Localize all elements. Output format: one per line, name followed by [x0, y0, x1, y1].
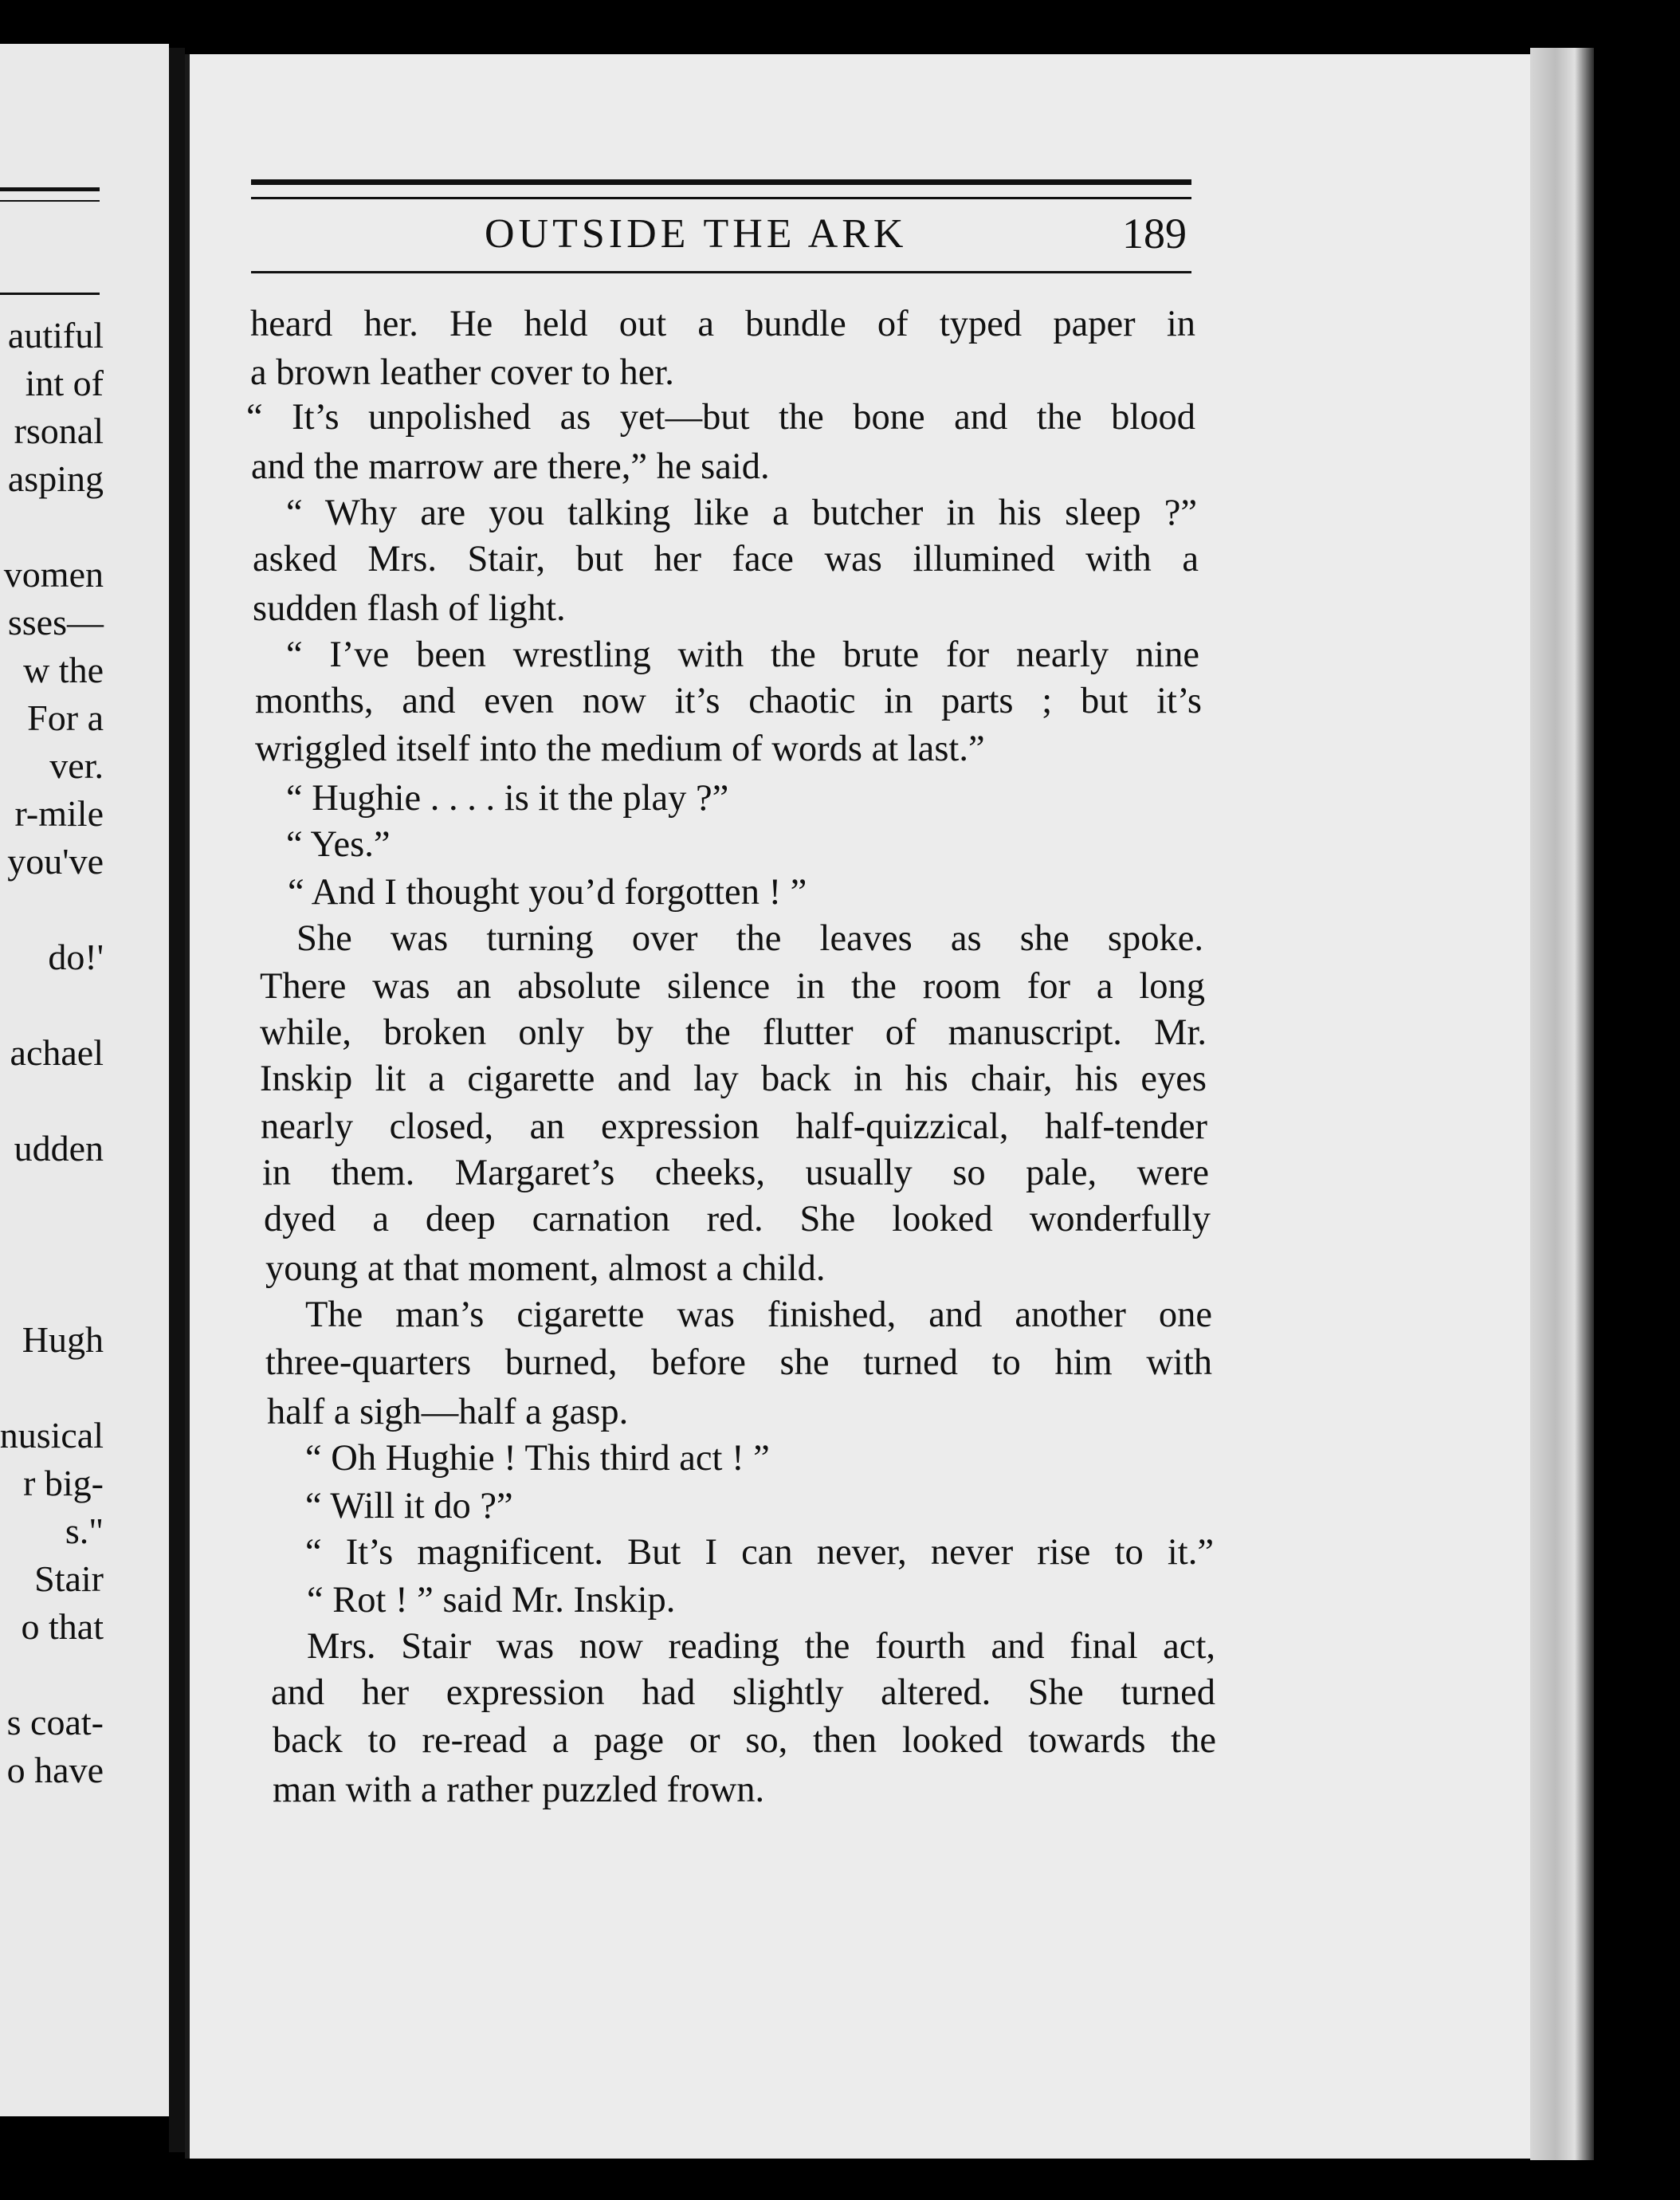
header-rule-bottom — [251, 271, 1191, 273]
text-line: “ And I thought you’d forgotten ! ” — [288, 872, 807, 913]
running-head: OUTSIDE THE ARK — [485, 211, 908, 257]
text-line: She was turning over the leaves as she spoke. — [296, 918, 1203, 959]
text-line: and her expression had slightly altered. She turned — [271, 1672, 1215, 1713]
header-rule-top — [251, 179, 1191, 185]
left-line-fragment: r-mile — [14, 793, 104, 834]
text-line: in them. Margaret’s cheeks, usually so pale, were — [262, 1153, 1209, 1193]
text-line: There was an absolute silence in the room for a long — [260, 966, 1205, 1007]
left-line-fragment: you've — [7, 841, 104, 882]
left-line-fragment: sses— — [7, 602, 104, 642]
left-line-fragment: For a — [27, 697, 104, 738]
text-line: months, and even now it’s chaotic in parts ; but it’s — [255, 681, 1202, 721]
text-line: The man’s cigarette was finished, and another one — [305, 1294, 1212, 1335]
book-gutter — [169, 48, 185, 2152]
text-line: and the marrow are there,” he said. — [251, 446, 770, 487]
text-line: heard her. He held out a bundle of typed paper in — [250, 304, 1195, 344]
left-line-fragment: o that — [21, 1606, 104, 1647]
text-line: “ Oh Hughie ! This third act ! ” — [305, 1438, 770, 1479]
text-line: asked Mrs. Stair, but her face was illumined with a — [253, 539, 1199, 579]
left-line-fragment: vomen — [3, 554, 104, 595]
text-line: Inskip lit a cigarette and lay back in his chair, his eyes — [260, 1059, 1207, 1099]
text-line: sudden flash of light. — [253, 588, 566, 629]
text-line: “ Hughie . . . . is it the play ?” — [286, 778, 729, 819]
left-line-fragment: udden — [14, 1128, 104, 1169]
left-line-fragment: w the — [23, 650, 104, 690]
left-line-fragment: nusical — [0, 1415, 104, 1456]
left-text-rule — [0, 293, 100, 295]
text-line: nearly closed, an expression half-quizzical, half-tender — [261, 1106, 1207, 1147]
text-line: Mrs. Stair was now reading the fourth and final act, — [307, 1626, 1215, 1667]
text-line: “ Will it do ?” — [305, 1486, 513, 1526]
left-line-fragment: rsonal — [14, 411, 104, 451]
text-line: “ Yes.” — [286, 824, 391, 865]
header-rule-double — [251, 197, 1191, 199]
text-line: man with a rather puzzled frown. — [273, 1770, 765, 1810]
page-number: 189 — [1122, 210, 1187, 257]
text-line: while, broken only by the flutter of manuscript. Mr. — [260, 1012, 1207, 1053]
left-line-fragment: autiful — [7, 315, 104, 356]
text-line: “ Why are you talking like a butcher in his sleep ?” — [286, 493, 1197, 533]
left-line-fragment: achael — [10, 1032, 104, 1073]
text-line: back to re-read a page or so, then looked towards the — [273, 1720, 1216, 1761]
text-line: wriggled itself into the medium of words at last.” — [255, 729, 985, 769]
text-line: dyed a deep carnation red. She looked wonderfully — [264, 1199, 1211, 1239]
text-line: half a sigh—half a gasp. — [267, 1392, 629, 1432]
text-line: “ It’s unpolished as yet—but the bone and the blood — [246, 397, 1195, 438]
text-line: “ Rot ! ” said Mr. Inskip. — [307, 1580, 676, 1621]
text-line: “ It’s magnificent. But I can never, never rise to it.” — [305, 1532, 1214, 1573]
left-line-fragment: s." — [65, 1511, 104, 1551]
text-line: young at that moment, almost a child. — [265, 1248, 826, 1289]
left-line-fragment: ver. — [49, 745, 104, 786]
text-line: “ I’ve been wrestling with the brute for nearly nine — [286, 634, 1199, 675]
left-line-fragment: Stair — [34, 1558, 104, 1599]
text-line: three-quarters burned, before she turned to him with — [265, 1342, 1212, 1383]
left-header-rule-thin — [0, 200, 100, 202]
text-line: a brown leather cover to her. — [250, 352, 674, 393]
left-line-fragment: o have — [6, 1750, 104, 1790]
left-line-fragment: Hugh — [22, 1319, 104, 1360]
page-edge — [1530, 48, 1594, 2160]
left-line-fragment: asping — [7, 458, 104, 499]
left-line-fragment: s coat- — [6, 1702, 104, 1742]
left-line-fragment: int of — [25, 363, 104, 403]
left-line-fragment: r big- — [23, 1463, 104, 1503]
left-line-fragment: do!' — [48, 937, 104, 977]
left-header-rule — [0, 187, 100, 191]
previous-page-fragment — [0, 44, 169, 2116]
